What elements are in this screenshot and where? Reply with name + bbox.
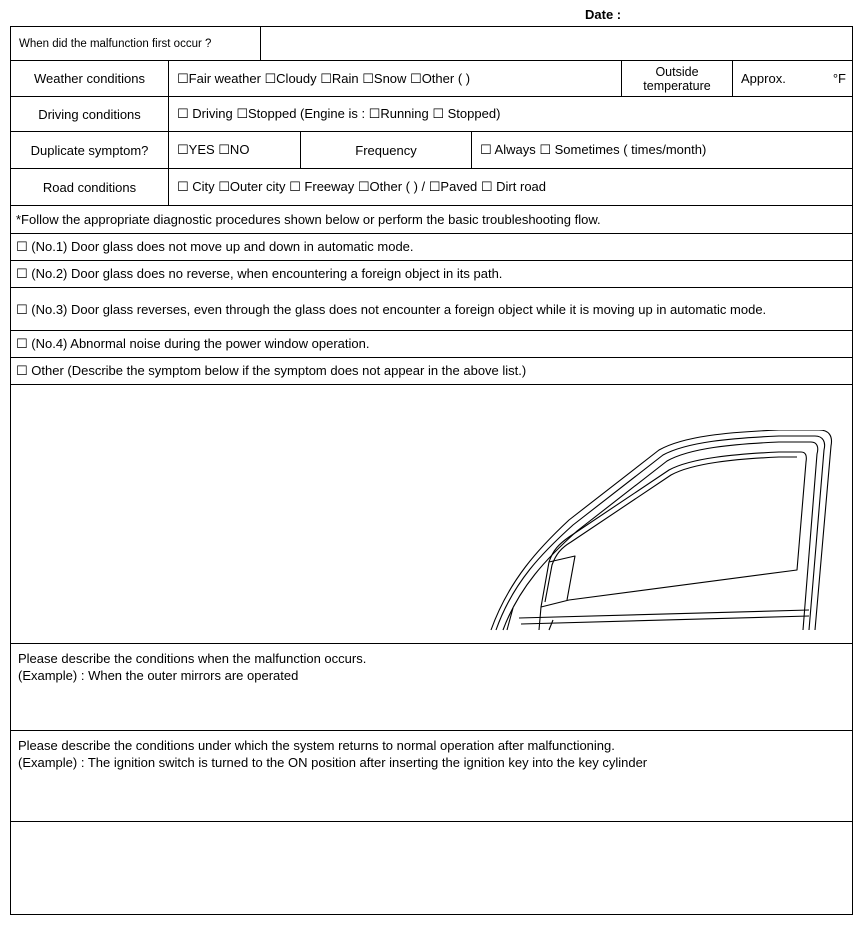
first-occur-label: When did the malfunction first occur ? [11,27,261,60]
weather-label: Weather conditions [11,61,169,96]
row-first-occur [11,27,852,61]
row-driving [11,97,852,132]
weather-options[interactable]: ☐Fair weather ☐Cloudy ☐Rain ☐Snow ☐Other ( ) [169,61,622,96]
symptom-row-4[interactable] [11,331,852,358]
driving-options[interactable]: ☐ Driving ☐Stopped (Engine is : ☐Running ☐ Stopped) [177,106,501,121]
symptom-other[interactable]: ☐ Other (Describe the symptom below if the symptom does not appear in the above list.) [16,363,527,378]
approx-label: Approx. [741,71,786,86]
road-label: Road conditions [11,169,169,205]
first-occur-field[interactable] [261,27,852,60]
door-window-illustration [479,430,839,635]
duplicate-label: Duplicate symptom? [11,132,169,168]
driving-label: Driving conditions [11,97,169,131]
diagnostic-form [10,26,853,915]
recovery-conditions-section[interactable] [11,731,852,822]
symptom-description-area[interactable] [11,385,852,644]
duplicate-options[interactable]: ☐YES ☐NO [169,132,301,168]
symptom-row-1[interactable] [11,234,852,261]
outside-temp-label: Outside temperature [622,61,733,96]
malfunction-conditions-example: (Example) : When the outer mirrors are operated [18,668,299,683]
fahrenheit-unit: °F [832,71,846,86]
instructions-text: *Follow the appropriate diagnostic procedures shown below or perform the basic troubleshooting flow. [16,212,601,227]
symptom-row-other[interactable] [11,358,852,385]
symptom-row-2[interactable] [11,261,852,288]
date-label: Date : [585,7,622,22]
road-options[interactable]: ☐ City ☐Outer city ☐ Freeway ☐Other ( ) / ☐Paved ☐ Dirt road [177,179,547,194]
symptom-2[interactable]: ☐ (No.2) Door glass does no reverse, when encountering a foreign object in its path. [16,266,503,281]
frequency-options[interactable]: ☐ Always ☐ Sometimes ( times/month) [480,142,707,157]
row-instructions [11,206,852,234]
symptom-4[interactable]: ☐ (No.4) Abnormal noise during the power window operation. [16,336,370,351]
malfunction-conditions-text: Please describe the conditions when the malfunction occurs. [18,651,367,666]
row-duplicate [11,132,852,169]
row-road [11,169,852,206]
symptom-row-3[interactable] [11,288,852,331]
symptom-1[interactable]: ☐ (No.1) Door glass does not move up and down in automatic mode. [16,239,414,254]
notes-area[interactable] [11,822,852,914]
malfunction-conditions-section[interactable] [11,644,852,731]
recovery-conditions-text: Please describe the conditions under which the system returns to normal operation after malfunctioning. [18,738,615,753]
frequency-label: Frequency [301,132,472,168]
symptom-3[interactable]: ☐ (No.3) Door glass reverses, even through the glass does not encounter a foreign object while it is moving up in automatic mode. [16,301,767,317]
row-weather [11,61,852,97]
temperature-field[interactable] [733,61,852,96]
recovery-conditions-example: (Example) : The ignition switch is turned to the ON position after inserting the ignition key into the key cylinder [18,755,648,770]
